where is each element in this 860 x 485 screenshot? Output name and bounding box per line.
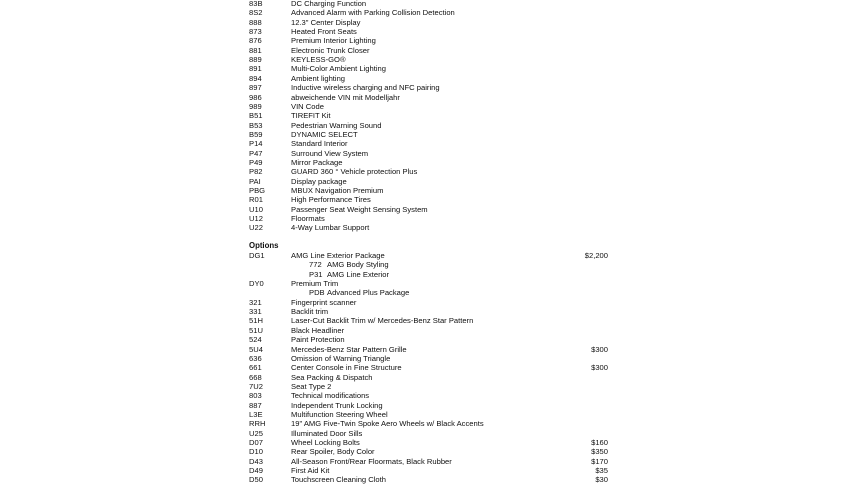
option-row	[0, 335, 860, 344]
option-description: Independent Trunk Locking	[291, 400, 383, 410]
standard-item-row	[0, 167, 860, 176]
option-description: Advanced Plus Package	[327, 288, 410, 298]
option-price: $30	[595, 475, 608, 485]
standard-item-row	[0, 8, 860, 17]
standard-item-row	[0, 205, 860, 214]
option-row	[0, 279, 860, 288]
standard-item-row	[0, 195, 860, 204]
option-code: 83B	[249, 0, 263, 8]
option-code: 524	[249, 335, 262, 345]
option-row	[0, 382, 860, 391]
standard-item-row	[0, 93, 860, 102]
option-price: $35	[595, 466, 608, 476]
option-code: 661	[249, 363, 262, 373]
option-code: DY0	[249, 279, 264, 289]
option-description: 4-Way Lumbar Support	[291, 223, 370, 233]
option-description: Technical modifications	[291, 391, 370, 401]
option-code: 887	[249, 400, 262, 410]
option-row	[0, 251, 860, 260]
option-code: DG1	[249, 251, 265, 260]
option-description: Sea Packing & Dispatch	[291, 372, 373, 382]
option-row	[0, 419, 860, 428]
option-description: AMG Body Styling	[327, 260, 389, 270]
standard-item-row	[0, 149, 860, 158]
option-code: B59	[249, 129, 263, 139]
option-code: 881	[249, 45, 262, 55]
option-code: 51U	[249, 325, 263, 335]
option-code: 803	[249, 391, 262, 401]
option-code: D10	[249, 447, 263, 457]
option-code: U12	[249, 214, 263, 224]
standard-item-row	[0, 64, 860, 73]
option-code: U22	[249, 223, 263, 233]
option-description: All-Season Front/Rear Floormats, Black Rubber	[291, 456, 452, 466]
option-description: AMG Line Exterior Package	[291, 251, 385, 260]
option-code: 986	[249, 92, 262, 102]
option-row	[0, 429, 860, 438]
option-description: abweichende VIN mit Modelljahr	[291, 92, 400, 102]
standard-item-row	[0, 0, 860, 8]
option-row	[0, 401, 860, 410]
option-description: Rear Spoiler, Body Color	[291, 447, 375, 457]
standard-item-row	[0, 130, 860, 139]
option-description: GUARD 360 ° Vehicle protection Plus	[291, 167, 418, 177]
option-description: Mirror Package	[291, 157, 343, 167]
standard-item-row	[0, 74, 860, 83]
option-row	[0, 307, 860, 316]
standard-item-row	[0, 102, 860, 111]
option-description: Fingerprint scanner	[291, 297, 357, 307]
option-description: Backlit trim	[291, 307, 329, 317]
option-description: 19" AMG Five-Twin Spoke Aero Wheels w/ Black Accents	[291, 419, 484, 429]
option-sub-row	[0, 270, 860, 279]
option-row	[0, 326, 860, 335]
option-description: High Performance Tires	[291, 195, 371, 205]
standard-item-row	[0, 111, 860, 120]
option-code: 51H	[249, 316, 263, 326]
option-code: U25	[249, 428, 263, 438]
option-description: Pedestrian Warning Sound	[291, 120, 382, 130]
option-code: R01	[249, 195, 263, 205]
option-row	[0, 373, 860, 382]
option-description: Omission of Warning Triangle	[291, 353, 391, 363]
standard-item-row	[0, 223, 860, 232]
option-description: Touchscreen Cleaning Cloth	[291, 475, 386, 485]
option-description: Seat Type 2	[291, 381, 332, 391]
option-description: KEYLESS-GO®	[291, 55, 346, 65]
option-code: D43	[249, 456, 263, 466]
option-description: Electronic Trunk Closer	[291, 45, 370, 55]
option-code: 772	[309, 260, 322, 270]
option-row	[0, 298, 860, 307]
standard-item-row	[0, 139, 860, 148]
option-sub-row	[0, 288, 860, 297]
option-description: Floormats	[291, 214, 325, 224]
option-row	[0, 345, 860, 354]
option-row	[0, 354, 860, 363]
option-code: P49	[249, 157, 263, 167]
standard-item-row	[0, 46, 860, 55]
option-row	[0, 475, 860, 484]
option-code: D49	[249, 466, 263, 476]
option-description: Laser-Cut Backlit Trim w/ Mercedes-Benz Star Pattern	[291, 316, 474, 326]
option-code: PAI	[249, 176, 261, 186]
option-description: Ambient lighting	[291, 73, 346, 83]
option-code: 8S2	[249, 8, 263, 18]
option-sub-row	[0, 260, 860, 269]
option-code: 668	[249, 372, 262, 382]
option-price: $160	[591, 438, 608, 447]
option-code: P82	[249, 167, 263, 177]
option-code: 873	[249, 27, 262, 37]
option-code: 636	[249, 353, 262, 363]
option-description: First Aid Kit	[291, 466, 330, 476]
option-description: Paint Protection	[291, 335, 345, 345]
option-row	[0, 316, 860, 325]
option-row	[0, 466, 860, 475]
option-description: Black Headliner	[291, 325, 345, 335]
standard-item-row	[0, 55, 860, 64]
option-description: TIREFIT Kit	[291, 111, 331, 121]
standard-item-row	[0, 121, 860, 130]
option-code: 891	[249, 64, 262, 74]
standard-item-row	[0, 186, 860, 195]
option-description: Heated Front Seats	[291, 27, 357, 37]
option-code: PDB	[309, 288, 325, 298]
option-row	[0, 410, 860, 419]
option-description: Inductive wireless charging and NFC pairing	[291, 83, 440, 93]
option-code: D50	[249, 475, 263, 485]
option-code: 331	[249, 307, 262, 317]
option-code: P14	[249, 139, 263, 149]
standard-item-row	[0, 177, 860, 186]
option-row	[0, 391, 860, 400]
option-description: Advanced Alarm with Parking Collision Detection	[291, 8, 455, 18]
option-code: U10	[249, 204, 263, 214]
standard-item-row	[0, 27, 860, 36]
option-description: Surround View System	[291, 148, 369, 158]
option-description: Premium Interior Lighting	[291, 36, 376, 46]
option-description: DC Charging Function	[291, 0, 367, 8]
option-price: $300	[591, 344, 608, 354]
option-price: $300	[591, 363, 608, 373]
option-code: 876	[249, 36, 262, 46]
option-code: 7U2	[249, 381, 263, 391]
option-description: Illuminated Door Sills	[291, 428, 363, 438]
option-row	[0, 447, 860, 456]
option-code: D07	[249, 438, 263, 447]
option-price: $350	[591, 447, 608, 457]
option-row	[0, 438, 860, 447]
option-description: Wheel Locking Bolts	[291, 438, 360, 447]
option-description: AMG Line Exterior	[327, 269, 390, 279]
option-description: Mercedes-Benz Star Pattern Grille	[291, 344, 407, 354]
option-code: B53	[249, 120, 263, 130]
option-code: 894	[249, 73, 262, 83]
option-price: $170	[591, 456, 608, 466]
option-description: DYNAMIC SELECT	[291, 129, 358, 139]
standard-item-row	[0, 158, 860, 167]
option-code: L3E	[249, 409, 263, 419]
standard-item-row	[0, 83, 860, 92]
option-code: 889	[249, 55, 262, 65]
option-code: 989	[249, 101, 262, 111]
standard-item-row	[0, 18, 860, 27]
option-code: PBG	[249, 186, 266, 195]
option-row	[0, 363, 860, 372]
option-code: 897	[249, 83, 262, 93]
option-code: B51	[249, 111, 263, 121]
option-code: 888	[249, 17, 262, 27]
option-description: Multi-Color Ambient Lighting	[291, 64, 386, 74]
option-description: Premium Trim	[291, 279, 339, 289]
option-code: RRH	[249, 419, 266, 429]
option-description: Multifunction Steering Wheel	[291, 409, 388, 419]
option-description: Center Console in Fine Structure	[291, 363, 402, 373]
option-row	[0, 457, 860, 466]
option-code: 5U4	[249, 344, 263, 354]
option-description: 12.3" Center Display	[291, 17, 361, 27]
option-description: Passenger Seat Weight Sensing System	[291, 204, 428, 214]
option-description: Display package	[291, 176, 347, 186]
option-price: $2,200	[584, 251, 608, 260]
standard-item-row	[0, 214, 860, 223]
options-heading: Options	[249, 241, 279, 250]
option-description: VIN Code	[291, 101, 324, 111]
option-description: MBUX Navigation Premium	[291, 186, 384, 195]
option-code: 321	[249, 297, 262, 307]
option-code: P47	[249, 148, 263, 158]
standard-item-row	[0, 36, 860, 45]
option-description: Standard Interior	[291, 139, 348, 149]
option-code: P31	[309, 269, 323, 279]
